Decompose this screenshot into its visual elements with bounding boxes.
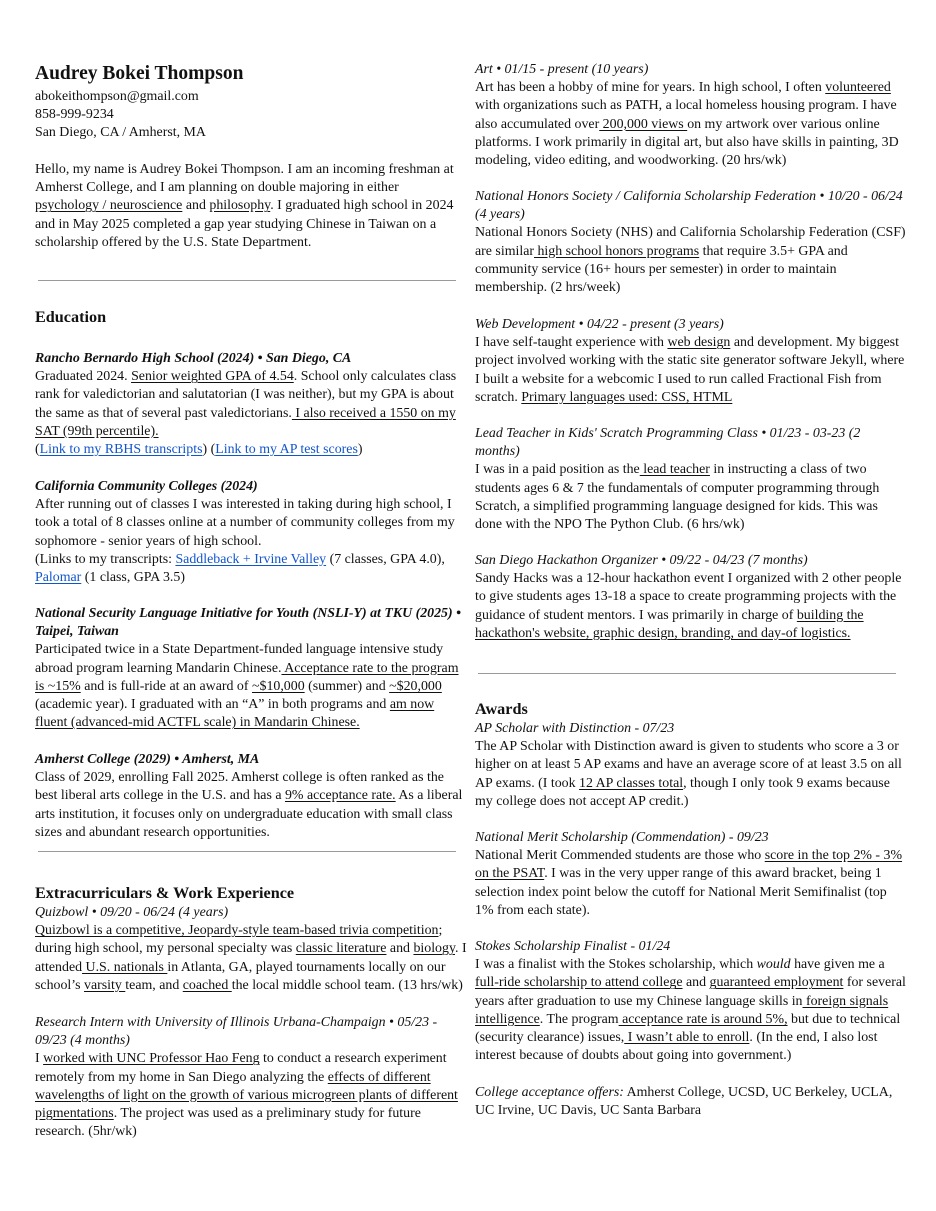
body-text: Art has been a hobby of mine for years. In high school, I often — [475, 80, 826, 96]
highlight: foreign signals intelligence — [475, 993, 889, 1027]
body-text: (1 class, GPA 3.5) — [81, 570, 185, 586]
rbhs-transcripts-link[interactable]: Link to my RBHS transcripts — [39, 442, 203, 458]
body-text: to conduct a research experiment remotely from my home in San Diego analyzing the — [35, 1051, 447, 1085]
award-ap-scholar — [475, 720, 907, 811]
highlight: I wasn’t able to enroll — [624, 1030, 750, 1046]
award-academic: ~$20,000 — [389, 678, 442, 694]
body-text: the local middle school team. (13 hrs/wk) — [231, 977, 463, 993]
intro-paragraph — [35, 161, 465, 252]
entry-body — [475, 570, 907, 643]
entry-title: National Security Language Initiative for Youth (NSLI-Y) at TKU (2025) • Taipei, Taiwan — [35, 606, 461, 640]
sat-highlight: I also received a 1550 on my SAT (99th percentile). — [35, 405, 456, 439]
body-text: , though I only took 9 exams because my college does not accept AP credit.) — [475, 775, 890, 809]
entry-title: National Honors Society / California Scholarship Federation • 10/20 - 06/24 (4 years) — [475, 189, 903, 223]
body-text: Participated twice in a State Department-funded language intensive study abroad program learning Mandarin Chinese. — [35, 642, 444, 676]
body-text: in Atlanta, GA, played tournaments locally on our school’s — [35, 959, 446, 993]
entry-title: Rancho Bernardo High School (2024) • San Diego, CA — [35, 351, 352, 366]
entry-body — [475, 461, 907, 534]
highlight: score in the top 2% - 3% on the PSAT — [475, 848, 903, 882]
saddleback-transcript-link[interactable]: Saddleback + Irvine Valley — [175, 551, 327, 567]
acceptance-highlight: 9% acceptance rate. — [284, 788, 396, 804]
entry-body — [475, 956, 907, 1065]
entry-title: California Community Colleges (2024) — [35, 479, 258, 494]
entry-body — [35, 368, 467, 441]
highlight: worked with UNC Professor Hao Feng — [43, 1051, 260, 1067]
entry-body — [475, 79, 907, 170]
highlight: full-ride scholarship to attend college — [475, 975, 683, 991]
acceptance-highlight: Acceptance rate to the program is ~15% — [35, 660, 459, 694]
highlight: 12 AP classes total — [579, 775, 684, 791]
intro-text: and — [182, 198, 210, 214]
email-text: abokeithompson@gmail.com — [35, 89, 199, 104]
extracurricular-webdev — [475, 316, 907, 407]
entry-title: Stokes Scholarship Finalist - 01/24 — [475, 939, 671, 954]
entry-title: Web Development • 04/22 - present (3 years) — [475, 317, 724, 332]
education-rbhs — [35, 350, 467, 459]
highlight: classic literature — [295, 941, 387, 957]
entry-body — [475, 334, 907, 407]
section-divider — [38, 280, 456, 281]
contact-info — [35, 88, 206, 143]
highlight: biology — [413, 941, 455, 957]
extracurricular-nhs — [475, 188, 907, 297]
body-text: Graduated 2024. — [35, 369, 132, 385]
location-text: San Diego, CA / Amherst, MA — [35, 125, 206, 141]
education-nsli — [35, 605, 467, 732]
body-text: with organizations such as PATH, a local homeless housing program. I have also accumulated over — [475, 98, 897, 132]
emphasis: would — [756, 957, 791, 973]
highlight: lead teacher — [639, 462, 710, 478]
body-text: As a liberal arts institution, it focuses only on undergraduate education with small class sizes and abundant research opportunities. — [35, 788, 463, 840]
highlight: Quizbowl is a competitive, Jeopardy-style team-based trivia competition — [35, 923, 439, 939]
body-text: but due to technical (security clearance) issues, — [475, 1011, 901, 1046]
body-text: . (In the end, I also lost interest because of doubts about going into government.) — [475, 1030, 878, 1064]
body-text: on my artwork over various online platforms. I work primarily in digital art, but also have skills in painting, 3D modeling, video editing, and woodworking. (20 hrs/wk) — [475, 116, 899, 169]
body-text: . I attended — [35, 941, 467, 975]
body-text: (academic year). I graduated with an “A” in both programs and — [35, 697, 390, 713]
entry-body — [475, 847, 907, 920]
highlight: guaranteed employment — [709, 975, 844, 991]
highlight: coached — [182, 977, 232, 993]
education-amherst — [35, 751, 467, 842]
college-offers — [475, 1084, 907, 1120]
body-text: . The program — [539, 1011, 619, 1027]
entry-title: Quizbowl • 09/20 - 06/24 (4 years) — [35, 905, 229, 920]
entry-body — [475, 738, 907, 811]
body-text: and — [386, 941, 414, 957]
entry-body — [475, 224, 907, 297]
gpa-highlight: Senior weighted GPA of 4.54 — [131, 369, 294, 385]
highlight: acceptance rate is around 5%, — [618, 1011, 788, 1027]
highlight: effects of different wavelengths of light on the growth of various microgreen plants of different pigmentations — [35, 1069, 458, 1122]
highlight: U.S. nationals — [82, 959, 168, 975]
body-text: in instructing a class of two students ages 6 & 7 the fundamentals of computer programming through Scratch, a simplified programming language designed for kids. This was done with the NPO The Python Club. (6 hrs/wk) — [475, 462, 880, 533]
entry-title: Amherst College (2029) • Amherst, MA — [35, 752, 260, 767]
extracurriculars-heading: Extracurriculars & Work Experience — [35, 884, 295, 902]
body-text: (7 classes, GPA 4.0), — [326, 551, 445, 567]
highlight: building the hackathon's website, graphic design, branding, and day-of logistics. — [475, 607, 864, 641]
highlight: volunteered — [825, 80, 891, 96]
extracurricular-art — [475, 61, 907, 170]
body-text: and — [682, 975, 710, 991]
entry-title: Art • 01/15 - present (10 years) — [475, 62, 649, 77]
body-text: and is full-ride at an award of — [80, 678, 252, 694]
body-text: I — [35, 1051, 44, 1067]
body-text: have given me a — [790, 957, 885, 973]
body-text: team, and — [125, 977, 183, 993]
body-text: Sandy Hacks was a 12-hour hackathon event I organized with 2 other people to give students ages 13-18 a space to create programming projects with the guidance of student mentors. I was primarily in charge of — [475, 571, 902, 623]
offers-label: College acceptance offers: — [475, 1085, 624, 1100]
body-text: I was a finalist with the Stokes scholarship, which — [475, 957, 757, 973]
highlight: web design — [667, 335, 731, 351]
body-text: ; during high school, my personal specialty was — [35, 923, 443, 957]
body-text: . I was in the very upper range of this award bracket, being 1 selection index point below the cutoff for National Merit Semifinalist (top 1% from each state). — [475, 866, 887, 918]
highlight: varsity — [84, 977, 126, 993]
entry-title: San Diego Hackathon Organizer • 09/22 - 04/23 (7 months) — [475, 553, 808, 568]
offers-text — [475, 1084, 907, 1120]
education-ccc — [35, 478, 467, 587]
intro-major-1: psychology / neuroscience — [35, 198, 183, 214]
award-stokes — [475, 938, 907, 1065]
palomar-transcript-link[interactable]: Palomar — [35, 570, 82, 586]
award-summer: ~$10,000 — [251, 678, 305, 694]
intro-major-2: philosophy — [209, 198, 271, 214]
highlight: Primary languages used: CSS, HTML — [521, 389, 733, 405]
body-text: . The project was used as a preliminary study for future research. (5hr/wk) — [35, 1106, 421, 1140]
highlight: high school honors programs — [534, 243, 700, 259]
highlight: 200,000 views — [599, 116, 688, 132]
body-text: Class of 2029, enrolling Fall 2025. Amherst college is often ranked as the best liberal arts college in the U.S. and has a — [35, 770, 444, 804]
body-text: The AP Scholar with Distinction award is given to students who score a 3 or higher on at least 5 AP exams and have an average score of at least 3.5 on all AP exams. (I took — [475, 739, 902, 791]
body-text: I was in a paid position as the — [475, 462, 640, 478]
entry-body — [35, 769, 467, 842]
award-national-merit — [475, 829, 907, 920]
entry-body — [35, 1050, 467, 1141]
entry-title: AP Scholar with Distinction - 07/23 — [475, 721, 675, 736]
entry-title: Research Intern with University of Illinois Urbana-Champaign • 05/23 - 09/23 (4 months) — [35, 1015, 438, 1049]
fluency-highlight: am now fluent (advanced-mid ACTFL scale) in Mandarin Chinese. — [35, 697, 435, 731]
extracurricular-scratch — [475, 425, 907, 534]
education-heading: Education — [35, 308, 107, 326]
extracurricular-hackathon — [475, 552, 907, 643]
entry-body: After running out of classes I was interested in taking during high school, I took a total of 8 classes online at a number of community colleges from my sophomore - senior years of high school. — [35, 497, 455, 549]
awards-heading: Awards — [475, 700, 528, 718]
extracurricular-quizbowl — [35, 904, 467, 995]
body-text: that require 3.5+ GPA and community service (16+ hours per semester) in order to maintain membership. (2 hrs/week) — [475, 243, 848, 296]
entry-body — [35, 922, 467, 995]
extracurricular-research — [35, 1014, 467, 1141]
body-text: (summer) and — [304, 678, 390, 694]
entry-title: Lead Teacher in Kids' Scratch Programming Class • 01/23 - 03-23 (2 months) — [475, 426, 861, 460]
body-text: for several years after graduation to use my Chinese language skills in — [475, 975, 906, 1009]
body-text: National Merit Commended students are those who — [475, 848, 765, 864]
body-text: (Links to my transcripts: — [35, 551, 176, 567]
body-text: Amherst College, UCSD, UC Berkeley, UCLA, UC Irvine, UC Davis, UC Santa Barbara — [475, 1085, 893, 1119]
entry-title: National Merit Scholarship (Commendation) - 09/23 — [475, 830, 769, 845]
entry-body — [35, 641, 467, 732]
phone-text: 858-999-9234 — [35, 107, 114, 123]
section-divider — [478, 673, 896, 674]
body-text: and development. My biggest project involved working with the static site generator software Jekyll, where I built a website for a webcomic I used to run called Fractional Fish from scratch. — [475, 335, 905, 405]
body-text: I have self-taught experience with — [475, 335, 668, 351]
intro-text: Hello, my name is Audrey Bokei Thompson. I am an incoming freshman at Amherst College, and I am planning on double majoring in either — [35, 162, 454, 196]
links-line: (Link to my RBHS transcripts) (Link to my AP test scores) — [35, 442, 363, 458]
resume-name: Audrey Bokei Thompson — [35, 63, 244, 84]
ap-scores-link[interactable]: Link to my AP test scores — [215, 442, 358, 458]
body-text: . School only calculates class rank for valedictorian and salutatorian (I was neither), but my GPA is about the same as that of several past valedictorians. — [35, 369, 457, 421]
intro-text: . I graduated high school in 2024 and in May 2025 completed a gap year studying Chinese in Taiwan on a scholarship offered by the U.S. State Department. — [35, 198, 454, 250]
body-text: National Honors Society (NHS) and California Scholarship Federation (CSF) are similar — [475, 225, 906, 259]
section-divider — [38, 851, 456, 852]
transcripts-line — [35, 551, 467, 587]
